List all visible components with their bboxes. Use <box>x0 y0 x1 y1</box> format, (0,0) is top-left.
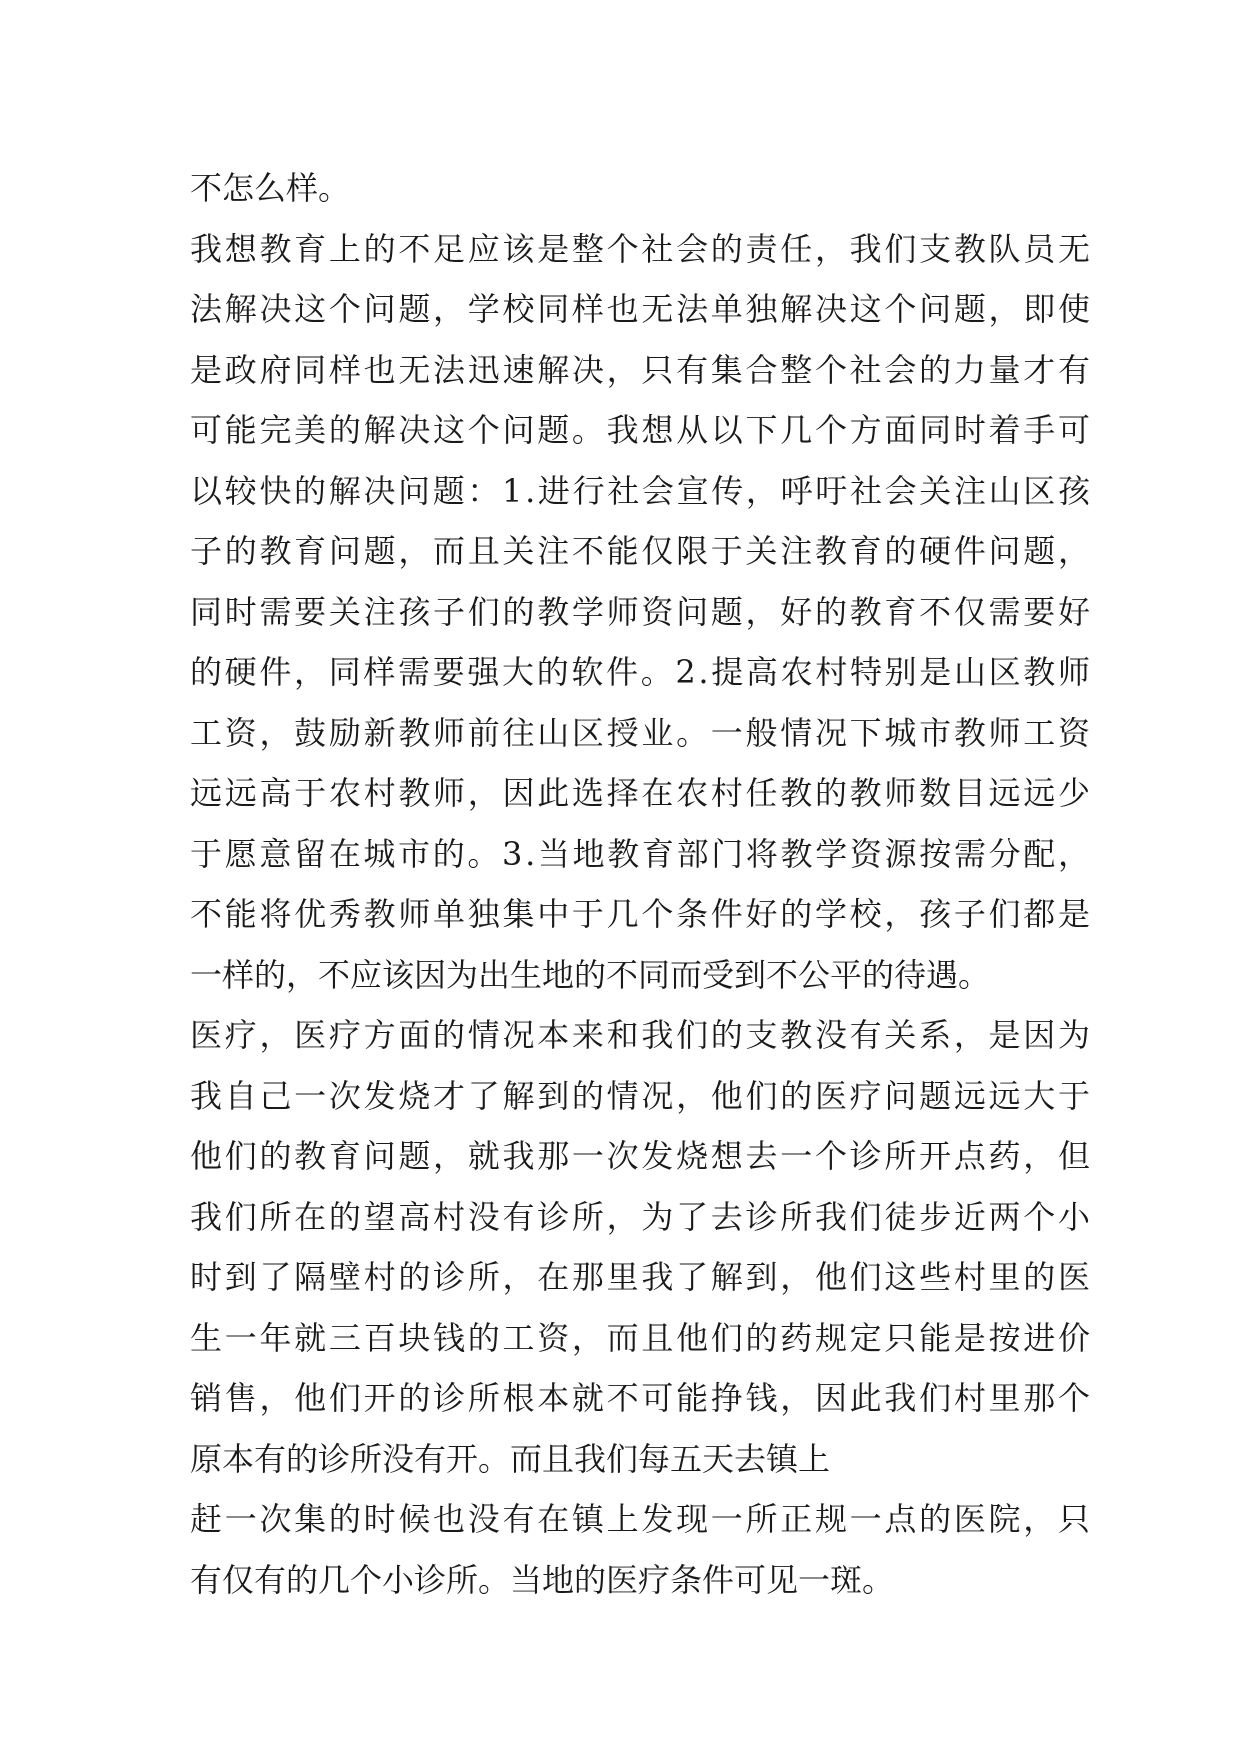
text-line: 我 们 所 在 的 望 高 村 没 有 诊 所 ， 为 了 去 诊 所 我 们 徒 步 近 两 个 小 <box>190 1197 1090 1236</box>
text-line: 原本有的诊所没有开。而且我们每五天去镇上 <box>190 1439 831 1478</box>
text-line: 于 愿 意 留 在 城 市 的 。 3 . 当 地 教 育 部 门 将 教 学 资 源 按 需 分 配 ， <box>190 834 1090 873</box>
text-line: 法 解 决 这 个 问 题 ， 学 校 同 样 也 无 法 单 独 解 决 这 个 问 题 ， 即 使 <box>190 290 1090 328</box>
body-text <box>190 158 1090 1610</box>
text-line: 一样的，不应该因为出生地的不同而受到不公平的待遇。 <box>190 955 991 994</box>
text-line: 时 到 了 隔 壁 村 的 诊 所 ， 在 那 里 我 了 解 到 ， 他 们 这 些 村 里 的 医 <box>190 1258 1090 1296</box>
text-line: 生 一 年 就 三 百 块 钱 的 工 资 ， 而 且 他 们 的 药 规 定 只 能 是 按 进 价 <box>190 1318 1090 1357</box>
text-line: 销 售 ， 他 们 开 的 诊 所 根 本 就 不 可 能 挣 钱 ， 因 此 我 们 村 里 那 个 <box>190 1379 1090 1417</box>
text-line: 同 时 需 要 关 注 孩 子 们 的 教 学 师 资 问 题 ， 好 的 教 育 不 仅 需 要 好 <box>190 592 1090 631</box>
text-line: 远 远 高 于 农 村 教 师 ， 因 此 选 择 在 农 村 任 教 的 教 师 数 目 远 远 少 <box>190 774 1090 812</box>
text-line: 有仅有的几个小诊所。当地的医疗条件可见一斑。 <box>190 1560 895 1599</box>
text-line: 可 能 完 美 的 解 决 这 个 问 题 。 我 想 从 以 下 几 个 方 面 同 时 着 手 可 <box>190 411 1090 449</box>
text-line: 他 们 的 教 育 问 题 ， 就 我 那 一 次 发 烧 想 去 一 个 诊 所 开 点 药 ， 但 <box>190 1137 1090 1175</box>
text-line: 不怎么样。 <box>190 169 351 207</box>
text-line: 是 政 府 同 样 也 无 法 迅 速 解 决 ， 只 有 集 合 整 个 社 会 的 力 量 才 有 <box>190 350 1090 389</box>
text-line: 子 的 教 育 问 题 ， 而 且 关 注 不 能 仅 限 于 关 注 教 育 的 硬 件 问 题 ， <box>190 532 1090 570</box>
text-line: 医 疗 ， 医 疗 方 面 的 情 况 本 来 和 我 们 的 支 教 没 有 关 系 ， 是 因 为 <box>190 1016 1090 1054</box>
text-line: 赶 一 次 集 的 时 候 也 没 有 在 镇 上 发 现 一 所 正 规 一 点 的 医 院 ， 只 <box>190 1500 1090 1538</box>
text-line: 我 自 己 一 次 发 烧 才 了 解 到 的 情 况 ， 他 们 的 医 疗 问 题 远 远 大 于 <box>190 1076 1090 1115</box>
text-line: 不 能 将 优 秀 教 师 单 独 集 中 于 几 个 条 件 好 的 学 校 ， 孩 子 们 都 是 <box>190 895 1090 933</box>
text-line: 以 较 快 的 解 决 问 题 ： 1 . 进 行 社 会 宣 传 ， 呼 吁 社 会 关 注 山 区 孩 <box>190 471 1090 510</box>
text-line: 工 资 ， 鼓 励 新 教 师 前 往 山 区 授 业 。 一 般 情 况 下 城 市 教 师 工 资 <box>190 713 1090 752</box>
text-line: 的 硬 件 ， 同 样 需 要 强 大 的 软 件 。 2 . 提 高 农 村 特 别 是 山 区 教 师 <box>190 653 1090 691</box>
text-line: 我 想 教 育 上 的 不 足 应 该 是 整 个 社 会 的 责 任 ， 我 们 支 教 队 员 无 <box>190 229 1090 268</box>
